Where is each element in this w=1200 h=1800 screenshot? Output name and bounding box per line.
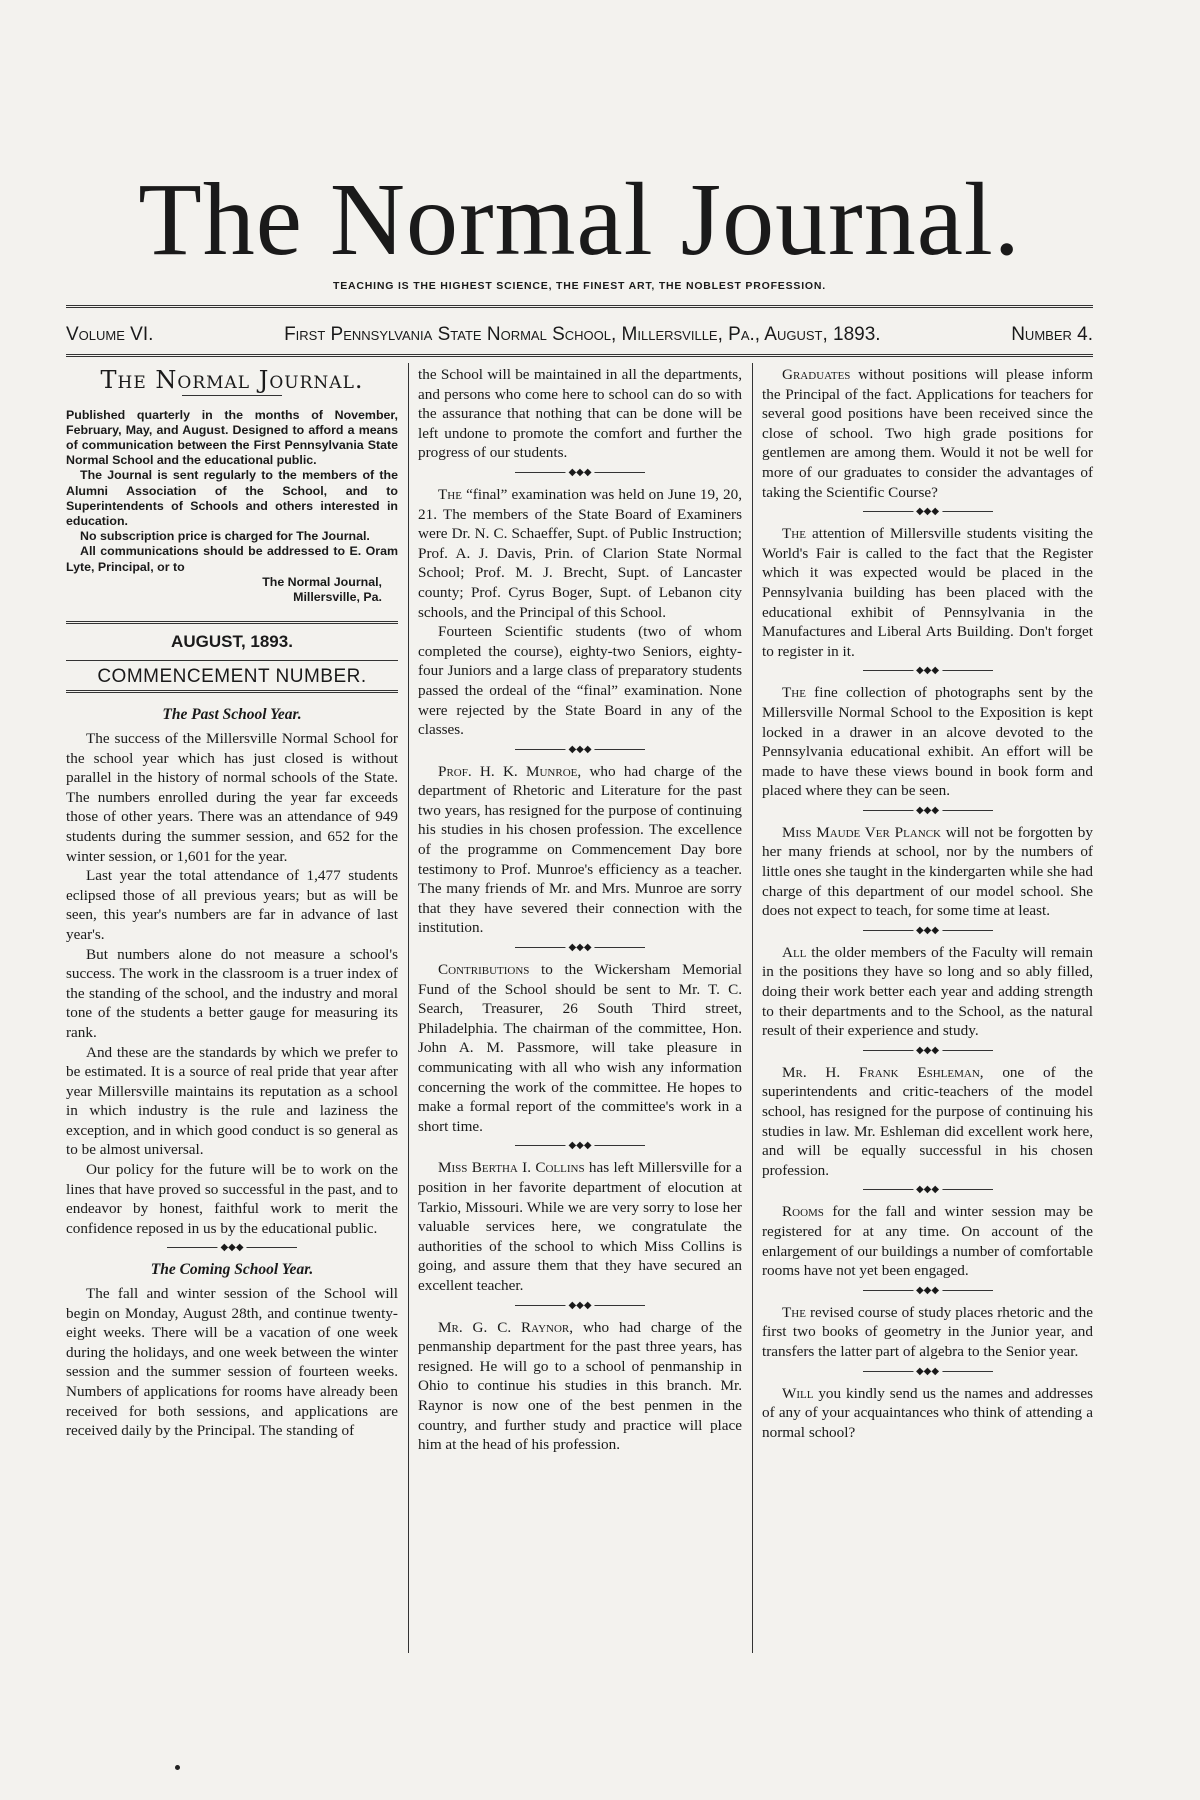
column-1 — [66, 365, 398, 1441]
item-text: who had charge of the department of Rhetoric and Literature for the past two years, has resigned for the purpose of continuing his studies in his chosen profession. The excellence of the programme on Commencement Day bore testimony to Prof. Munroe's efficiency as a teacher. The many friends of Mr. and Mrs. Munroe are sorry that they have severed their connection with the institution. — [418, 762, 742, 937]
divider — [182, 395, 282, 396]
newspaper-page — [66, 0, 1093, 1800]
item-lead: Will — [782, 1384, 814, 1402]
ornament-glyph: ◆◆◆ — [913, 1285, 942, 1297]
masthead-bottom-rule — [66, 354, 1093, 357]
ornament-divider — [515, 942, 645, 954]
ornament-glyph: ◆◆◆ — [913, 1184, 942, 1196]
item-munroe — [418, 762, 742, 938]
volume-label: Volume VI. — [66, 324, 154, 345]
info-paragraph: No subscription price is charged for The Journal. — [80, 529, 370, 544]
item-eshleman — [762, 1063, 1093, 1181]
ornament-divider — [515, 743, 645, 755]
item-text: fine collection of photographs sent by the Millersville Normal School to the Exposition is kept locked in a drawer in an alcove devoted to the Pennsylvania educational exhibit. An effort will be made to have these views bound in book form and placed where they can be seen. — [762, 684, 1093, 800]
section-heading: COMMENCEMENT NUMBER. — [66, 661, 398, 694]
item-text: who had charge of the penmanship department for the past three years, has resigned. He will go to a school of penmanship in Ohio to continue his studies in this branch. Mr. Raynor is now one of the best penmen in the country, and further study and practice will place him at the head of his profession. — [418, 1318, 743, 1454]
article-title: The Coming School Year. — [150, 1261, 314, 1279]
item-raynor — [418, 1318, 742, 1455]
ornament-glyph: ◆◆◆ — [913, 1366, 942, 1378]
address-line: The Normal Journal, — [262, 574, 382, 589]
ornament-glyph: ◆◆◆ — [565, 1300, 594, 1312]
publication-info — [66, 408, 398, 606]
item-lead: The — [782, 525, 806, 543]
ornament-divider — [863, 1044, 993, 1056]
article-paragraph: But numbers alone do not measure a school's success. The work in the classroom is a truer index of the standing of the school, and the industry and moral tone of the students a better gauge for measuring its rank. — [66, 945, 398, 1041]
ornament-glyph: ◆◆◆ — [913, 1045, 942, 1057]
item-graduates — [762, 365, 1093, 502]
item-lead: Contributions — [438, 961, 530, 979]
journal-nameplate: The Normal Journal. — [100, 366, 364, 394]
info-paragraph: The Journal is sent regularly to the members of the Alumni Association of the School, and to Superintendents of Schools and others interested in education. — [66, 468, 398, 529]
item-contributions — [418, 960, 742, 1136]
item-text: has left Millersville for a position in her favorite department of elocution at Tarkio, Missouri. While we are very sorry to lose her valuable services here, we congratulate the authorities of the school to which Miss Collins is going, and assure them that they have secured an excellent teacher. — [418, 1159, 742, 1294]
ornament-divider — [515, 1299, 645, 1311]
item-text: attention of Millersville students visiting the World's Fair is called to the fact that the Register which it was expected would be placed in the Pennsylvania building has been placed with the educational exhibit of Pennsylvania in the Manufactures and Liberal Arts Building. Don't forget to register in it. — [762, 525, 1093, 660]
item-lead: Miss Maude Ver Planck — [782, 823, 941, 841]
item-ver-planck — [762, 823, 1093, 921]
issue-number: Number 4. — [1011, 324, 1093, 345]
ornament-glyph: ◆◆◆ — [913, 805, 942, 817]
ornament-divider — [863, 924, 993, 936]
ornament-divider — [863, 665, 993, 677]
item-will — [762, 1384, 1093, 1443]
address-line: Millersville, Pa. — [293, 590, 382, 605]
ornament-glyph: ◆◆◆ — [565, 744, 594, 756]
article-paragraph: the School will be maintained in all the departments, and persons who come here to school can do so with the assurance that nothing that can be done will be left undone to promote the comfort and further the progress of our students. — [418, 366, 742, 462]
item-lead: Graduates — [782, 366, 851, 383]
item-text: will not be forgotten by her many friends at school, nor by the numbers of little ones she taught in the kindergarten while she had charge of this department of our model school. She does not expect to teach, for some time at least. — [762, 823, 1093, 920]
item-lead: Mr. G. C. Raynor, — [438, 1318, 574, 1336]
item-lead: The — [782, 684, 806, 702]
article-paragraph: Fourteen Scientific students (two of whom completed the course), eighty-two Seniors, eighty-four Juniors and a large class of preparatory students passed the ordeal of the “final” examination. None were rejected by the State Board in any of the classes. — [418, 623, 742, 739]
ornament-glyph: ◆◆◆ — [565, 467, 594, 479]
article-paragraph: Our policy for the future will be to work on the lines that have proved so successful in the past, and to endeavor by honest, faithful work to merit the confidence reposed in us by the educational public. — [66, 1161, 398, 1237]
item-text: the older members of the Faculty will remain in the positions they have so long and so ably filled, doing their work better each year and adding strength to their departments and to the School, as the natural result of their experience and study. — [762, 943, 1093, 1040]
item-collins — [418, 1158, 742, 1295]
masthead-motto: TEACHING IS THE HIGHEST SCIENCE, THE FINEST ART, THE NOBLEST PROFESSION. — [333, 280, 826, 292]
item-text: revised course of study places rhetoric and the first two books of geometry in the Junior year, and transfers the latter part of algebra to the Senior year. — [762, 1303, 1093, 1360]
item-text: “final” examination was held on June 19, 20, 21. The members of the State Board of Examiners were Dr. N. C. Schaeffer, Supt. of Public Instruction; Prof. A. J. Davis, Prin. of Clarion State Normal School; Prof. M. J. Brecht, Supt. of Lancaster county; Prof. Cyrus Boger, Supt. of Lebanon city schools, and the Principal of this School. — [418, 485, 742, 621]
article-paragraph: And these are the standards by which we prefer to be estimated. It is a source of real pride that year after year Millersville maintains its reputation as a school in which industry is the rule and laziness the exception, and in which good conduct is so general as to be almost universal. — [66, 1043, 398, 1159]
item-text: to the Wickersham Memorial Fund of the School should be sent to Mr. T. C. Search, Treasurer, 26 South Third street, Philadelphia. The chairman of the committee, Hon. John A. M. Passmore, will take pleasure in communicating with all who wish any information concerning the work of the committee. He hopes to make a formal report of the committee's work in a short time. — [418, 961, 742, 1135]
item-lead: Rooms — [782, 1203, 824, 1221]
column-3 — [762, 365, 1093, 1442]
ornament-glyph: ◆◆◆ — [565, 942, 594, 954]
ornament-divider — [863, 1284, 993, 1296]
ornament-glyph: ◆◆◆ — [913, 665, 942, 677]
column-2 — [418, 365, 742, 1455]
item-text: without positions will please inform the Principal of the fact. Applications for teachers for several good positions have been received since the close of school. Two high grade positions for gentlemen are among them. Would it not be well for more of our graduates to consider the advantages of taking the Scientific Course? — [762, 366, 1093, 501]
info-paragraph: All communications should be addressed to E. Oram Lyte, Principal, or to — [66, 544, 398, 574]
column-divider — [408, 363, 409, 1653]
item-final-exam — [418, 485, 742, 622]
article-paragraph: The fall and winter session of the School will begin on Monday, August 28th, and continue twenty-eight weeks. There will be a vacation of one week during the holidays, and one week between the winter session and the summer session of fourteen weeks. Numbers of applications for rooms have already been received for both sessions, and applications are received daily by the Principal. The standing of — [66, 1285, 398, 1440]
item-lead: Miss Bertha I. Collins — [438, 1159, 585, 1177]
ornament-glyph: ◆◆◆ — [913, 925, 942, 937]
item-lead: Prof. H. K. Munroe, — [438, 762, 582, 780]
masthead-title: The Normal Journal. — [138, 162, 1021, 277]
item-lead: All — [782, 943, 807, 961]
item-lead: The — [438, 485, 462, 503]
info-paragraph: Published quarterly in the months of November, February, May, and August. Designed to afford a means of communication between the First Pennsylvania State Normal School and the educational public. — [66, 407, 398, 468]
ornament-glyph: ◆◆◆ — [913, 506, 942, 518]
item-photographs — [762, 683, 1093, 801]
print-speck — [175, 1765, 180, 1770]
item-text: you kindly send us the names and addresses of any of your acquaintances who think of attending a normal school? — [762, 1384, 1093, 1441]
item-course — [762, 1303, 1093, 1362]
item-faculty — [762, 943, 1093, 1041]
item-rooms — [762, 1202, 1093, 1280]
item-text: one of the superintendents and critic-teachers of the model school, has resigned for the purpose of continuing his studies in law. Mr. Eshleman did excellent work here, and will be equally successful in his chosen profession. — [762, 1063, 1093, 1179]
item-lead: The — [782, 1303, 806, 1321]
masthead-top-rule — [66, 305, 1093, 308]
article-paragraph: The success of the Millersville Normal School for the school year which has just closed is without parallel in the history of normal schools of the State. The numbers enrolled during the year far exceeds those of other years. There was an attendance of 949 students during the summer session, and 652 for the winter session, or 1,601 for the year. — [66, 730, 398, 865]
ornament-divider — [515, 1140, 645, 1152]
article-paragraph: Last year the total attendance of 1,477 students eclipsed those of all previous years; but as will be seen, this year's numbers are far in advance of last year's. — [66, 867, 398, 943]
ornament-divider — [863, 506, 993, 518]
item-text: for the fall and winter session may be registered for at any time. On account of the enlargement of our buildings a number of comfortable rooms have not yet been engaged. — [762, 1203, 1093, 1280]
ornament-divider — [515, 466, 645, 478]
ornament-glyph: ◆◆◆ — [565, 1140, 594, 1152]
school-place-date: First Pennsylvania State Normal School, Millersville, Pa., August, 1893. — [284, 324, 881, 345]
issue-info-row — [66, 320, 1093, 350]
item-worlds-fair — [762, 524, 1093, 661]
ornament-divider — [863, 1365, 993, 1377]
ornament-divider — [863, 1184, 993, 1196]
issue-date-heading: AUGUST, 1893. — [66, 621, 398, 661]
column-divider — [752, 363, 753, 1653]
ornament-divider — [863, 804, 993, 816]
article-title: The Past School Year. — [162, 706, 302, 724]
ornament-divider — [167, 1242, 297, 1254]
ornament-glyph: ◆◆◆ — [217, 1242, 246, 1254]
item-lead: Mr. H. Frank Eshleman, — [782, 1063, 984, 1081]
